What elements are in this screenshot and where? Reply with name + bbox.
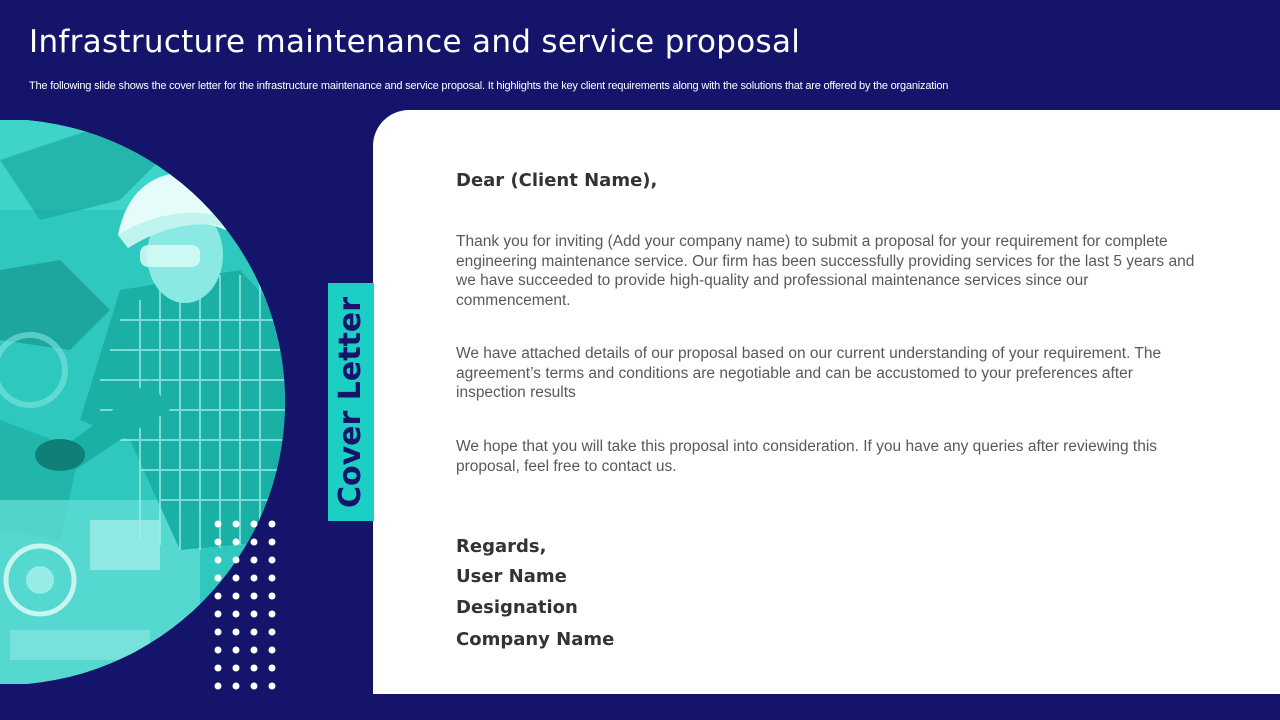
slide-title: Infrastructure maintenance and service proposal <box>29 24 801 60</box>
letter-greeting: Dear (Client Name), <box>456 170 658 191</box>
dot-grid-icon <box>209 517 289 697</box>
letter-paragraph: We have attached details of our proposal based on our current understanding of your requirement. The agreement’s terms and conditions are negotiable and can be accustomed to your preferences after inspection results <box>456 345 1162 401</box>
letter-paragraph: We hope that you will take this proposal into consideration. If you have any queries after reviewing this proposal, feel free to contact us. <box>456 438 1158 475</box>
cover-letter-tab <box>328 283 374 521</box>
letter-paragraph: Thank you for inviting (Add your company name) to submit a proposal for your requirement for complete engineering maintenance service. Our firm has been successfully providing services for the last 5 years and we have succeeded to provide high-quality and professional maintenance services since our commencement. <box>456 233 1195 309</box>
signature-company: Company Name <box>456 629 615 650</box>
letter-closing: Regards, <box>456 536 547 557</box>
signature-designation: Designation <box>456 597 578 618</box>
slide-subtitle: The following slide shows the cover letter for the infrastructure maintenance and service proposal. It highlights the key client requirements along with the solutions that are offered by the organization <box>29 80 949 92</box>
signature-name: User Name <box>456 566 567 587</box>
cover-letter-label: Cover Letter <box>333 296 369 508</box>
